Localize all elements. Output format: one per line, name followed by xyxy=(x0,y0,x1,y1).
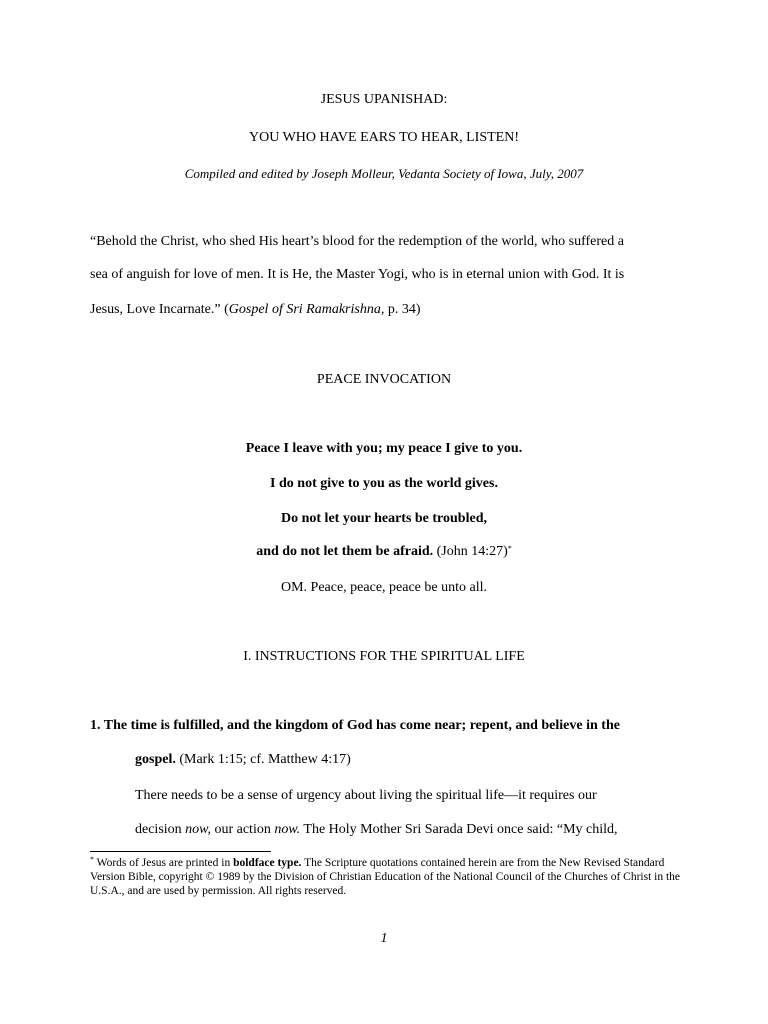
emphasis-text: now, xyxy=(185,822,211,837)
page-number: 1 xyxy=(380,931,388,946)
footnote-bold-text: boldface type. xyxy=(233,857,302,869)
footnote-marker: * xyxy=(507,544,512,553)
footnote xyxy=(90,856,690,898)
invocation-line-3: Do not let your hearts be troubled, xyxy=(281,511,487,526)
document-subtitle: YOU WHO HAVE EARS TO HEAR, LISTEN! xyxy=(248,130,520,145)
footnote-text: The Scripture quotations contained herein are from the New Revised Standard Version Bible, copyright © 1989 by the Division of Christian Education of the National Council of the Churches of Christ in the U.S.A., and are used by permission. All rights reserved. xyxy=(90,857,681,897)
invocation-heading: PEACE INVOCATION xyxy=(316,372,452,387)
footnote-divider xyxy=(90,851,271,852)
item-1-line-2 xyxy=(135,751,351,769)
scripture-reference: (Mark 1:15; cf. Matthew 4:17) xyxy=(175,752,351,767)
scripture-reference: (John 14:27) xyxy=(433,544,508,559)
document-title: JESUS UPANISHAD: xyxy=(320,92,448,107)
epigraph-line-2: sea of anguish for love of men. It is He, the Master Yogi, who is in eternal union with God. It is xyxy=(90,267,625,282)
paragraph-line-1: There needs to be a sense of urgency about living the spiritual life—it requires our xyxy=(135,788,597,803)
epigraph-line-1: “Behold the Christ, who shed His heart’s blood for the redemption of the world, who suffered a xyxy=(90,234,624,249)
compiler-credit: Compiled and edited by Joseph Molleur, Vedanta Society of Iowa, July, 2007 xyxy=(184,166,584,181)
om-line: OM. Peace, peace, peace be unto all. xyxy=(280,580,487,595)
paragraph-text: our action xyxy=(210,822,275,837)
footnote-text: Words of Jesus are printed in xyxy=(94,857,234,869)
footnote-mark: * xyxy=(90,855,94,864)
epigraph-text: Jesus, Love Incarnate.” ( xyxy=(90,302,229,317)
item-1-bold-text: gospel. xyxy=(135,752,176,767)
invocation-line-4 xyxy=(0,543,768,561)
paragraph-text: decision xyxy=(135,822,186,837)
invocation-line-2: I do not give to you as the world gives. xyxy=(270,476,498,491)
emphasis-text: now. xyxy=(274,822,301,837)
paragraph-text: The Holy Mother Sri Sarada Devi once said: “My child, xyxy=(300,822,618,837)
paragraph-line-2 xyxy=(135,821,618,839)
section-heading: I. INSTRUCTIONS FOR THE SPIRITUAL LIFE xyxy=(243,649,525,664)
epigraph-page-ref: p. 34) xyxy=(384,302,421,317)
epigraph-line-3 xyxy=(90,301,421,319)
invocation-line-4-text: and do not let them be afraid. xyxy=(256,544,434,559)
invocation-line-1: Peace I leave with you; my peace I give to you. xyxy=(245,441,523,456)
item-1-line-1: 1. The time is fulfilled, and the kingdom of God has come near; repent, and believe in the xyxy=(90,718,620,733)
epigraph-source: Gospel of Sri Ramakrishna, xyxy=(228,302,385,317)
